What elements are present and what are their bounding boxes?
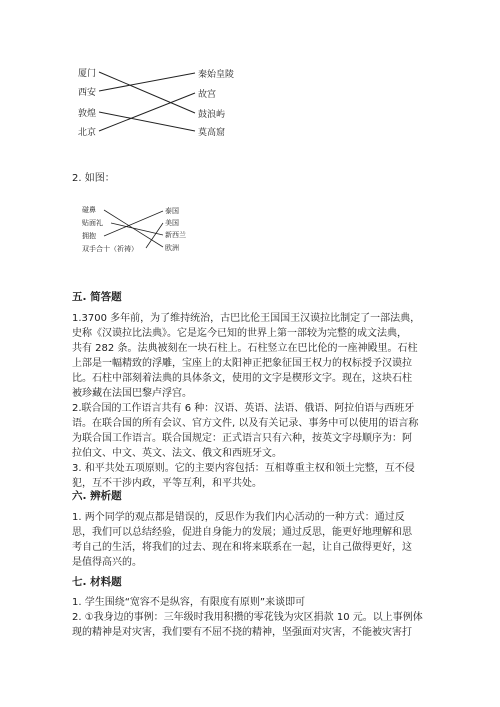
text-line: 考自己的生活，将我们的过去、现在和将来联系在一起，让自己做得更好，这: [72, 542, 412, 553]
site-label: 鼓浪屿: [198, 110, 226, 120]
place-label: 敦煌: [78, 109, 97, 119]
match-line: [111, 223, 163, 235]
text-line: 2. ①我身边的事例：三年级时我用积攒的零花钱为灾区捐款 10 元。以上事例体: [72, 612, 423, 623]
match-line: [99, 73, 195, 91]
section-body: [72, 510, 432, 570]
place-label: 厦门: [78, 69, 97, 79]
text-line: 思，我们可以总结经验，促进自身能力的发展；通过反思，能更好地理解和思: [72, 527, 412, 538]
text-line: 1. 两个同学的观点都是错误的，反思作为我们内心活动的一种方式：通过反: [72, 512, 405, 523]
match-line: [146, 223, 163, 248]
place-label: 北京: [78, 128, 97, 138]
match-line: [99, 93, 195, 131]
site-label: 秦始皇陵: [198, 70, 235, 80]
text-line: 比。石柱中部刻着法典的具体条文，使用的文字是楔形文字。现在，这块石柱: [72, 373, 412, 384]
text-line: 史称《汉谟拉比法典》。它是迄今已知的世界上第一部较为完整的成文法典，: [72, 328, 407, 339]
section-body: [72, 595, 432, 640]
match-line: [99, 72, 195, 113]
country-label: 新西兰: [165, 231, 186, 239]
text-line: 2.联合国的工作语言共有 6 种：汉语、英语、法语、俄语、阿拉伯语与西班牙: [72, 403, 415, 414]
text-line: 1.3700 多年前，为了维持统治，古巴比伦王国国王汉谟拉比制定了一部法典，: [72, 313, 421, 324]
text-line: 现的精神是对灾害，我们要有不屈不挠的精神，坚强面对灾害，不能被灾害打: [72, 627, 412, 638]
place-label: 西安: [78, 88, 97, 98]
custom-label: 贴面礼: [82, 219, 103, 227]
text-line: 被珍藏在法国巴黎卢浮宫。: [72, 388, 192, 399]
text-line: 1. 学生围绕“宽容不是纵容，有限度有原则”来谈即可: [72, 597, 306, 608]
text-line: 犯，互不干涉内政，平等互利，和平共处。: [72, 478, 262, 489]
country-label: 美国: [165, 219, 179, 227]
text-line: 3. 和平共处五项原则。它的主要内容包括：互相尊重主权和领土完整，互不侵: [72, 463, 415, 474]
text-line: 共有 282 条。法典被刻在一块石柱上。石柱竖立在巴比伦的一座神殿里。石柱: [72, 343, 418, 354]
match-line: [99, 112, 195, 131]
text-line: 上部是一幅精致的浮雕，宝座上的太阳神正把象征国王权力的权标授予汉谟拉: [72, 358, 412, 369]
text-line: 语。在联合国的所有会议、官方文件, 以及有关记录、事务中可以使用的语言称: [72, 418, 419, 429]
custom-label: 碰鼻: [82, 206, 96, 214]
text-line: 拉伯文、中文、英文、法文、俄文和西班牙文。: [72, 448, 282, 459]
custom-label: 双手合十（祈祷）: [82, 245, 138, 253]
site-label: 故宫: [198, 90, 217, 100]
question-label: 2. 如图：: [72, 173, 115, 184]
country-label: 泰国: [165, 207, 179, 215]
section-title: 五. 简答题: [72, 291, 122, 303]
section-title: 六. 辨析题: [72, 490, 122, 502]
text-line: 是值得高兴的。: [72, 557, 142, 568]
section-body: [72, 311, 432, 491]
text-line: 为联合国工作语言。联合国规定：正式语言只有六种，按英文字母顺序为：阿: [72, 433, 412, 444]
country-label: 欧洲: [165, 244, 179, 252]
site-label: 莫高窟: [198, 128, 226, 138]
section-title: 七. 材料题: [72, 576, 122, 588]
custom-label: 拥抱: [82, 232, 96, 240]
